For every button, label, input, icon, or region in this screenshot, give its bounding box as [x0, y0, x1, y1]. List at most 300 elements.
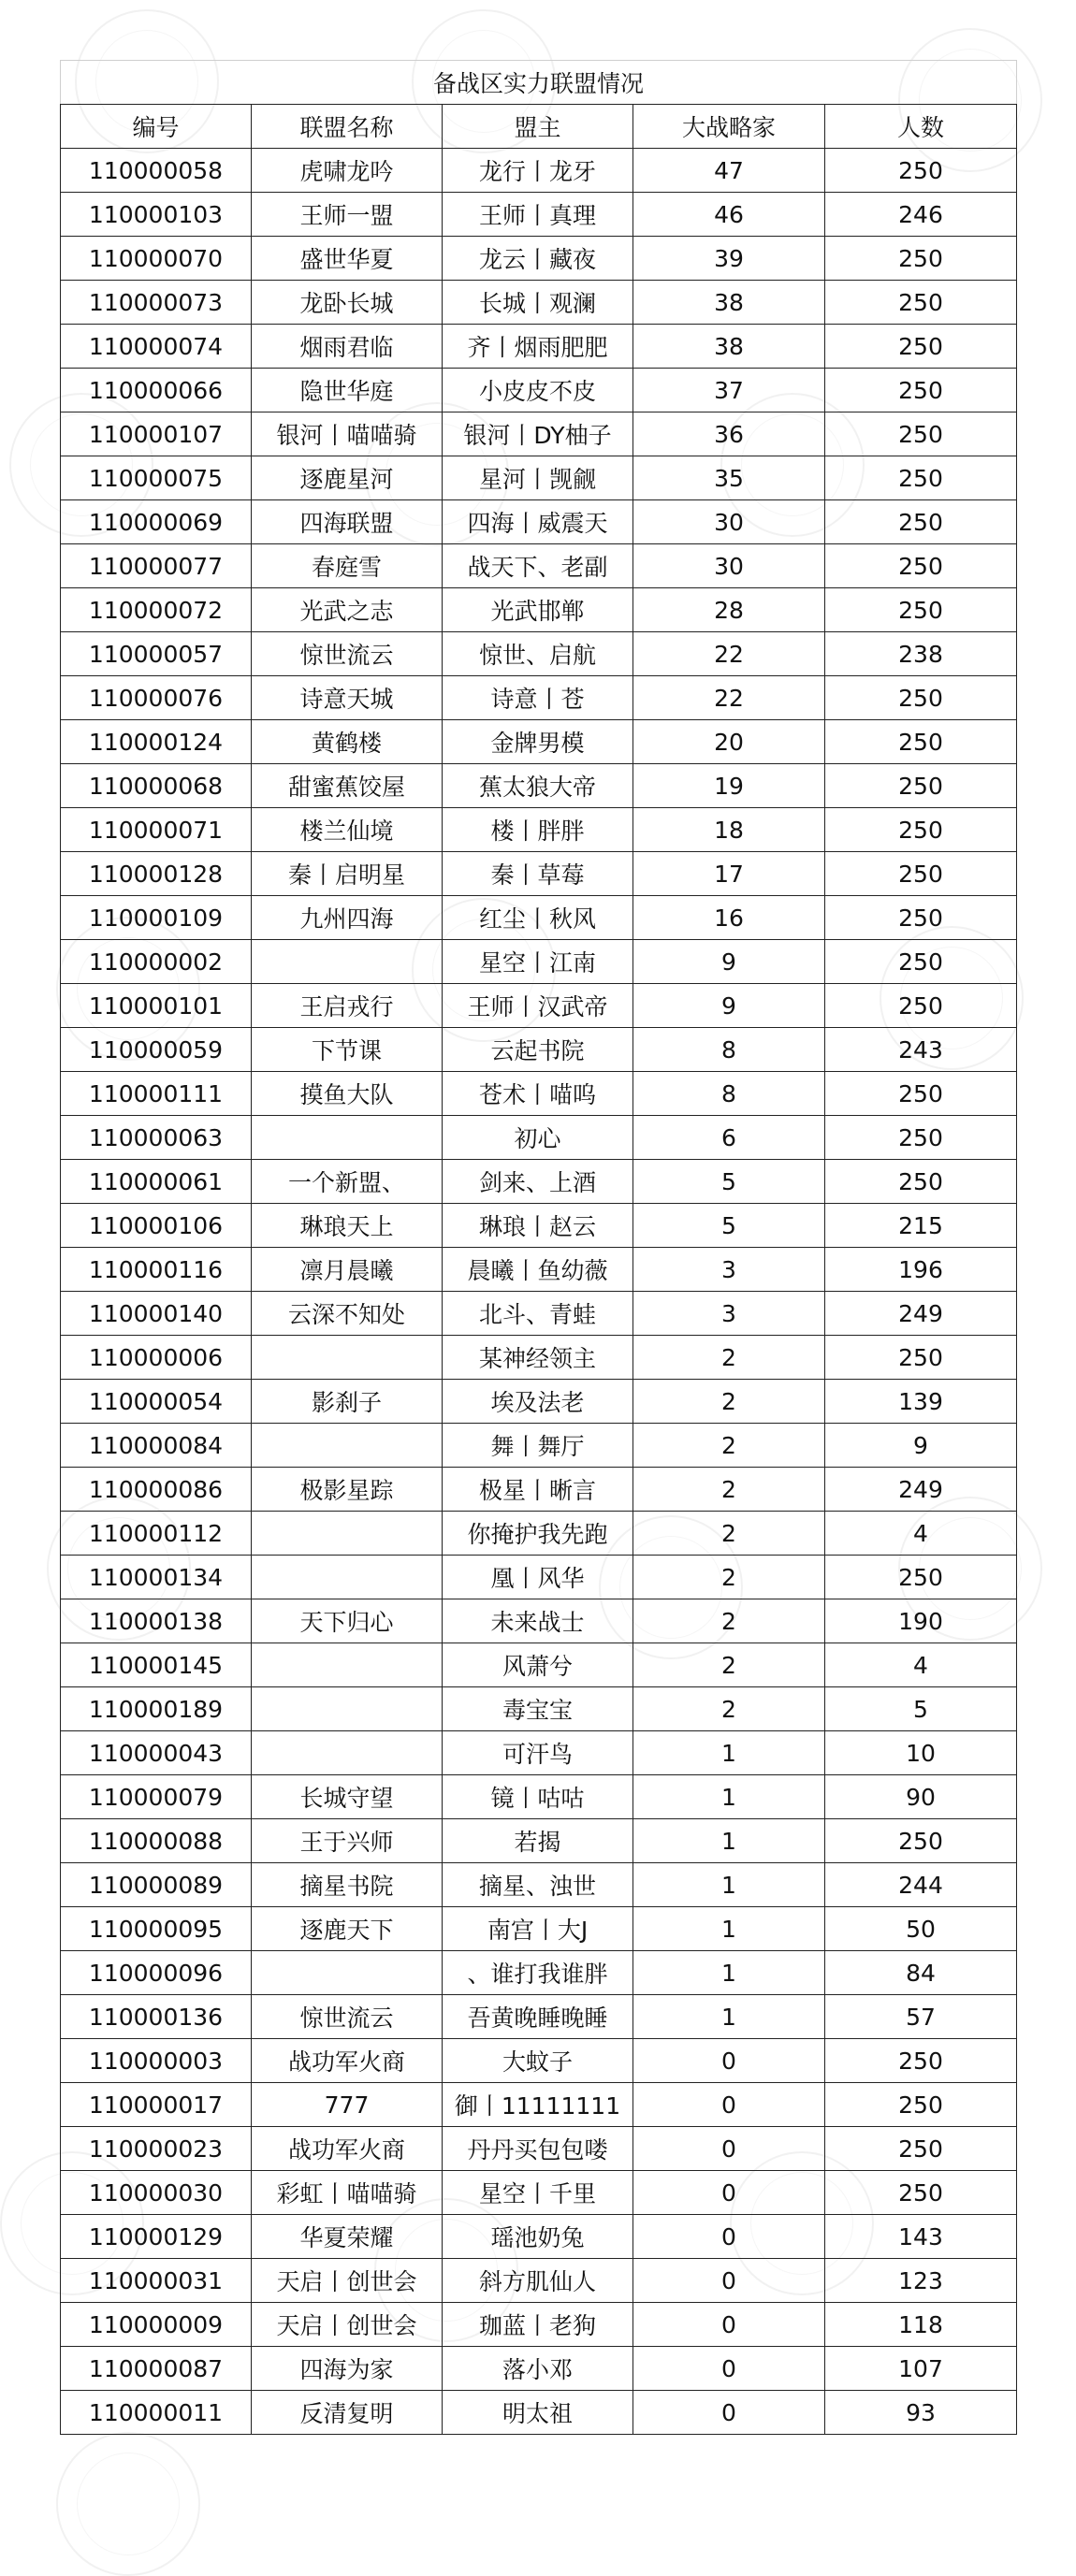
table-header-row — [61, 105, 1017, 149]
cell-leader: 、谁打我谁胖 — [443, 1951, 633, 1995]
cell-leader: 楼丨胖胖 — [443, 808, 633, 852]
cell-alliance-name: 摘星书院 — [252, 1863, 443, 1907]
table-row — [61, 1512, 1017, 1556]
cell-strategists: 0 — [633, 2127, 825, 2171]
table-row — [61, 1160, 1017, 1204]
cell-member-count: 57 — [825, 1995, 1017, 2039]
cell-leader: 红尘丨秋风 — [443, 896, 633, 940]
cell-id: 110000087 — [61, 2347, 252, 2391]
table-row — [61, 1292, 1017, 1336]
cell-member-count: 10 — [825, 1731, 1017, 1775]
cell-alliance-name: 四海为家 — [252, 2347, 443, 2391]
cell-alliance-name: 一个新盟、 — [252, 1160, 443, 1204]
cell-leader: 极星丨晰言 — [443, 1468, 633, 1512]
cell-member-count: 84 — [825, 1951, 1017, 1995]
table-row — [61, 1424, 1017, 1468]
cell-member-count: 250 — [825, 676, 1017, 720]
cell-alliance-name — [252, 1731, 443, 1775]
table-row — [61, 2039, 1017, 2083]
cell-leader: 某神经领主 — [443, 1336, 633, 1380]
cell-leader: 王师丨真理 — [443, 193, 633, 237]
cell-strategists: 3 — [633, 1248, 825, 1292]
cell-leader: 明太祖 — [443, 2391, 633, 2435]
cell-strategists: 0 — [633, 2303, 825, 2347]
cell-strategists: 8 — [633, 1072, 825, 1116]
cell-alliance-name — [252, 940, 443, 984]
cell-leader: 丹丹买包包喽 — [443, 2127, 633, 2171]
cell-member-count: 250 — [825, 1336, 1017, 1380]
cell-id: 110000136 — [61, 1995, 252, 2039]
cell-leader: 初心 — [443, 1116, 633, 1160]
cell-member-count: 139 — [825, 1380, 1017, 1424]
cell-member-count: 196 — [825, 1248, 1017, 1292]
column-header-strategists: 大战略家 — [633, 105, 825, 149]
cell-leader: 银河丨DY柚子 — [443, 412, 633, 456]
cell-alliance-name: 下节课 — [252, 1028, 443, 1072]
table-row — [61, 1863, 1017, 1907]
cell-leader: 风萧兮 — [443, 1643, 633, 1687]
cell-leader: 战天下、老副 — [443, 544, 633, 588]
cell-member-count: 250 — [825, 412, 1017, 456]
cell-strategists: 1 — [633, 1775, 825, 1819]
cell-leader: 惊世、启航 — [443, 632, 633, 676]
cell-id: 110000128 — [61, 852, 252, 896]
cell-member-count: 250 — [825, 1072, 1017, 1116]
cell-alliance-name: 战功军火商 — [252, 2039, 443, 2083]
cell-member-count: 9 — [825, 1424, 1017, 1468]
column-header-id: 编号 — [61, 105, 252, 149]
cell-leader: 舞丨舞厅 — [443, 1424, 633, 1468]
cell-member-count: 190 — [825, 1599, 1017, 1643]
table-row — [61, 2215, 1017, 2259]
table-row — [61, 808, 1017, 852]
cell-member-count: 250 — [825, 1556, 1017, 1599]
cell-leader: 你掩护我先跑 — [443, 1512, 633, 1556]
cell-id: 110000073 — [61, 281, 252, 325]
cell-member-count: 244 — [825, 1863, 1017, 1907]
cell-leader: 龙云丨藏夜 — [443, 237, 633, 281]
cell-alliance-name: 天启丨创世会 — [252, 2303, 443, 2347]
cell-id: 110000111 — [61, 1072, 252, 1116]
cell-alliance-name: 秦丨启明星 — [252, 852, 443, 896]
table-row — [61, 2171, 1017, 2215]
cell-leader: 琳琅丨赵云 — [443, 1204, 633, 1248]
cell-member-count: 250 — [825, 720, 1017, 764]
cell-strategists: 46 — [633, 193, 825, 237]
cell-id: 110000061 — [61, 1160, 252, 1204]
cell-leader: 星空丨江南 — [443, 940, 633, 984]
cell-id: 110000043 — [61, 1731, 252, 1775]
cell-id: 110000189 — [61, 1687, 252, 1731]
cell-member-count: 250 — [825, 1160, 1017, 1204]
table-row — [61, 1995, 1017, 2039]
cell-leader: 凰丨风华 — [443, 1556, 633, 1599]
cell-strategists: 0 — [633, 2039, 825, 2083]
cell-id: 110000030 — [61, 2171, 252, 2215]
cell-id: 110000103 — [61, 193, 252, 237]
cell-id: 110000003 — [61, 2039, 252, 2083]
cell-id: 110000006 — [61, 1336, 252, 1380]
cell-alliance-name — [252, 1687, 443, 1731]
table-row — [61, 720, 1017, 764]
cell-member-count: 250 — [825, 940, 1017, 984]
cell-alliance-name: 王于兴师 — [252, 1819, 443, 1863]
cell-alliance-name: 龙卧长城 — [252, 281, 443, 325]
table-row — [61, 1775, 1017, 1819]
cell-member-count: 250 — [825, 325, 1017, 369]
table-row — [61, 369, 1017, 412]
cell-leader: 蕉太狼大帝 — [443, 764, 633, 808]
cell-strategists: 22 — [633, 632, 825, 676]
table-row — [61, 1907, 1017, 1951]
cell-leader: 小皮皮不皮 — [443, 369, 633, 412]
table-row — [61, 1951, 1017, 1995]
cell-member-count: 250 — [825, 281, 1017, 325]
cell-leader: 齐丨烟雨肥肥 — [443, 325, 633, 369]
cell-leader: 王师丨汉武帝 — [443, 984, 633, 1028]
table-row — [61, 632, 1017, 676]
cell-leader: 长城丨观澜 — [443, 281, 633, 325]
cell-id: 110000140 — [61, 1292, 252, 1336]
table-row — [61, 281, 1017, 325]
cell-id: 110000059 — [61, 1028, 252, 1072]
table-row — [61, 1643, 1017, 1687]
cell-strategists: 2 — [633, 1599, 825, 1643]
cell-member-count: 250 — [825, 544, 1017, 588]
column-header-alliance-name: 联盟名称 — [252, 105, 443, 149]
cell-alliance-name: 云深不知处 — [252, 1292, 443, 1336]
cell-id: 110000116 — [61, 1248, 252, 1292]
cell-member-count: 249 — [825, 1468, 1017, 1512]
cell-id: 110000063 — [61, 1116, 252, 1160]
cell-alliance-name: 九州四海 — [252, 896, 443, 940]
cell-id: 110000068 — [61, 764, 252, 808]
cell-strategists: 2 — [633, 1468, 825, 1512]
cell-strategists: 1 — [633, 1819, 825, 1863]
cell-member-count: 93 — [825, 2391, 1017, 2435]
cell-leader: 未来战士 — [443, 1599, 633, 1643]
cell-strategists: 38 — [633, 281, 825, 325]
cell-member-count: 250 — [825, 808, 1017, 852]
cell-member-count: 215 — [825, 1204, 1017, 1248]
cell-leader: 御丨11111111 — [443, 2083, 633, 2127]
cell-member-count: 250 — [825, 149, 1017, 193]
cell-alliance-name: 777 — [252, 2083, 443, 2127]
cell-alliance-name: 惊世流云 — [252, 632, 443, 676]
cell-alliance-name: 光武之志 — [252, 588, 443, 632]
cell-strategists: 0 — [633, 2391, 825, 2435]
cell-strategists: 16 — [633, 896, 825, 940]
cell-leader: 晨曦丨鱼幼薇 — [443, 1248, 633, 1292]
table-row — [61, 149, 1017, 193]
cell-leader: 摘星、浊世 — [443, 1863, 633, 1907]
cell-member-count: 250 — [825, 852, 1017, 896]
table-row — [61, 325, 1017, 369]
cell-strategists: 9 — [633, 984, 825, 1028]
cell-strategists: 3 — [633, 1292, 825, 1336]
cell-leader: 四海丨威震天 — [443, 500, 633, 544]
cell-member-count: 250 — [825, 2171, 1017, 2215]
cell-member-count: 4 — [825, 1512, 1017, 1556]
cell-strategists: 28 — [633, 588, 825, 632]
cell-member-count: 250 — [825, 2083, 1017, 2127]
cell-strategists: 38 — [633, 325, 825, 369]
cell-member-count: 250 — [825, 2127, 1017, 2171]
cell-strategists: 5 — [633, 1160, 825, 1204]
cell-strategists: 9 — [633, 940, 825, 984]
cell-strategists: 1 — [633, 1951, 825, 1995]
cell-alliance-name: 隐世华庭 — [252, 369, 443, 412]
cell-strategists: 17 — [633, 852, 825, 896]
cell-member-count: 250 — [825, 1819, 1017, 1863]
cell-alliance-name: 四海联盟 — [252, 500, 443, 544]
cell-strategists: 2 — [633, 1424, 825, 1468]
cell-alliance-name: 王师一盟 — [252, 193, 443, 237]
cell-id: 110000138 — [61, 1599, 252, 1643]
cell-id: 110000145 — [61, 1643, 252, 1687]
cell-alliance-name: 惊世流云 — [252, 1995, 443, 2039]
cell-id: 110000088 — [61, 1819, 252, 1863]
cell-id: 110000071 — [61, 808, 252, 852]
cell-leader: 瑶池奶兔 — [443, 2215, 633, 2259]
cell-id: 110000070 — [61, 237, 252, 281]
cell-alliance-name: 琳琅天上 — [252, 1204, 443, 1248]
cell-leader: 诗意丨苍 — [443, 676, 633, 720]
cell-strategists: 0 — [633, 2259, 825, 2303]
cell-id: 110000011 — [61, 2391, 252, 2435]
cell-strategists: 30 — [633, 500, 825, 544]
table-row — [61, 940, 1017, 984]
table-row — [61, 852, 1017, 896]
cell-alliance-name — [252, 1951, 443, 1995]
cell-member-count: 250 — [825, 369, 1017, 412]
table-row — [61, 1380, 1017, 1424]
cell-id: 110000096 — [61, 1951, 252, 1995]
cell-alliance-name: 反清复明 — [252, 2391, 443, 2435]
cell-id: 110000031 — [61, 2259, 252, 2303]
cell-member-count: 250 — [825, 2039, 1017, 2083]
cell-id: 110000023 — [61, 2127, 252, 2171]
column-header-leader: 盟主 — [443, 105, 633, 149]
cell-id: 110000112 — [61, 1512, 252, 1556]
cell-id: 110000002 — [61, 940, 252, 984]
cell-id: 110000057 — [61, 632, 252, 676]
cell-id: 110000076 — [61, 676, 252, 720]
cell-strategists: 2 — [633, 1687, 825, 1731]
cell-alliance-name: 逐鹿天下 — [252, 1907, 443, 1951]
table-row — [61, 2391, 1017, 2435]
cell-leader: 吾黄晚睡晚睡 — [443, 1995, 633, 2039]
cell-leader: 埃及法老 — [443, 1380, 633, 1424]
cell-member-count: 50 — [825, 1907, 1017, 1951]
cell-id: 110000069 — [61, 500, 252, 544]
cell-id: 110000129 — [61, 2215, 252, 2259]
cell-strategists: 0 — [633, 2083, 825, 2127]
table-row — [61, 544, 1017, 588]
cell-id: 110000054 — [61, 1380, 252, 1424]
cell-member-count: 246 — [825, 193, 1017, 237]
table-row — [61, 237, 1017, 281]
table-row — [61, 2259, 1017, 2303]
cell-strategists: 6 — [633, 1116, 825, 1160]
cell-id: 110000079 — [61, 1775, 252, 1819]
cell-alliance-name: 华夏荣耀 — [252, 2215, 443, 2259]
cell-leader: 云起书院 — [443, 1028, 633, 1072]
cell-strategists: 2 — [633, 1336, 825, 1380]
cell-leader: 镜丨咕咕 — [443, 1775, 633, 1819]
cell-member-count: 243 — [825, 1028, 1017, 1072]
cell-leader: 星空丨千里 — [443, 2171, 633, 2215]
cell-member-count: 238 — [825, 632, 1017, 676]
cell-leader: 毒宝宝 — [443, 1687, 633, 1731]
cell-strategists: 1 — [633, 1995, 825, 2039]
cell-strategists: 2 — [633, 1512, 825, 1556]
cell-alliance-name: 长城守望 — [252, 1775, 443, 1819]
table-row — [61, 1556, 1017, 1599]
cell-alliance-name — [252, 1556, 443, 1599]
cell-id: 110000107 — [61, 412, 252, 456]
cell-id: 110000124 — [61, 720, 252, 764]
cell-member-count: 250 — [825, 588, 1017, 632]
cell-strategists: 1 — [633, 1731, 825, 1775]
cell-leader: 星河丨觊觎 — [443, 456, 633, 500]
cell-alliance-name: 黄鹤楼 — [252, 720, 443, 764]
cell-id: 110000134 — [61, 1556, 252, 1599]
column-header-member-count: 人数 — [825, 105, 1017, 149]
cell-leader: 落小邓 — [443, 2347, 633, 2391]
cell-leader: 可汗鸟 — [443, 1731, 633, 1775]
cell-id: 110000109 — [61, 896, 252, 940]
cell-strategists: 5 — [633, 1204, 825, 1248]
cell-id: 110000075 — [61, 456, 252, 500]
cell-strategists: 2 — [633, 1380, 825, 1424]
cell-leader: 光武邯郸 — [443, 588, 633, 632]
cell-alliance-name — [252, 1512, 443, 1556]
table-row — [61, 1116, 1017, 1160]
cell-member-count: 5 — [825, 1687, 1017, 1731]
cell-strategists: 0 — [633, 2171, 825, 2215]
table-row — [61, 676, 1017, 720]
table-row — [61, 1819, 1017, 1863]
cell-id: 110000089 — [61, 1863, 252, 1907]
cell-id: 110000058 — [61, 149, 252, 193]
cell-alliance-name: 王启戎行 — [252, 984, 443, 1028]
table-title-row — [61, 61, 1017, 105]
cell-strategists: 1 — [633, 1907, 825, 1951]
table-row — [61, 456, 1017, 500]
table-row — [61, 2303, 1017, 2347]
cell-alliance-name: 战功军火商 — [252, 2127, 443, 2171]
cell-leader: 珈蓝丨老狗 — [443, 2303, 633, 2347]
cell-strategists: 20 — [633, 720, 825, 764]
cell-member-count: 250 — [825, 764, 1017, 808]
cell-alliance-name: 春庭雪 — [252, 544, 443, 588]
cell-alliance-name: 天下归心 — [252, 1599, 443, 1643]
cell-member-count: 250 — [825, 1116, 1017, 1160]
cell-id: 110000017 — [61, 2083, 252, 2127]
table-row — [61, 1336, 1017, 1380]
cell-strategists: 47 — [633, 149, 825, 193]
cell-strategists: 1 — [633, 1863, 825, 1907]
cell-member-count: 250 — [825, 984, 1017, 1028]
table-row — [61, 984, 1017, 1028]
table-row — [61, 764, 1017, 808]
cell-id: 110000084 — [61, 1424, 252, 1468]
cell-member-count: 250 — [825, 896, 1017, 940]
table-row — [61, 588, 1017, 632]
cell-member-count: 107 — [825, 2347, 1017, 2391]
cell-id: 110000101 — [61, 984, 252, 1028]
cell-strategists: 35 — [633, 456, 825, 500]
cell-strategists: 19 — [633, 764, 825, 808]
cell-strategists: 22 — [633, 676, 825, 720]
cell-leader: 金牌男模 — [443, 720, 633, 764]
table-row — [61, 1248, 1017, 1292]
cell-leader: 苍术丨喵呜 — [443, 1072, 633, 1116]
table-row — [61, 1731, 1017, 1775]
cell-alliance-name: 盛世华夏 — [252, 237, 443, 281]
cell-leader: 龙行丨龙牙 — [443, 149, 633, 193]
cell-strategists: 37 — [633, 369, 825, 412]
cell-id: 110000077 — [61, 544, 252, 588]
cell-alliance-name: 凛月晨曦 — [252, 1248, 443, 1292]
cell-id: 110000009 — [61, 2303, 252, 2347]
table-row — [61, 1028, 1017, 1072]
cell-strategists: 2 — [633, 1643, 825, 1687]
cell-member-count: 250 — [825, 500, 1017, 544]
cell-member-count: 249 — [825, 1292, 1017, 1336]
cell-strategists: 2 — [633, 1556, 825, 1599]
table-row — [61, 1468, 1017, 1512]
cell-alliance-name — [252, 1424, 443, 1468]
cell-alliance-name: 摸鱼大队 — [252, 1072, 443, 1116]
cell-alliance-name: 逐鹿星河 — [252, 456, 443, 500]
watermark-stamp — [56, 2432, 200, 2576]
cell-strategists: 0 — [633, 2215, 825, 2259]
cell-strategists: 8 — [633, 1028, 825, 1072]
cell-leader: 剑来、上酒 — [443, 1160, 633, 1204]
cell-leader: 斜方肌仙人 — [443, 2259, 633, 2303]
cell-member-count: 118 — [825, 2303, 1017, 2347]
cell-alliance-name: 彩虹丨喵喵骑 — [252, 2171, 443, 2215]
cell-leader: 南宫丨大J — [443, 1907, 633, 1951]
cell-strategists: 0 — [633, 2347, 825, 2391]
table-row — [61, 1072, 1017, 1116]
table-row — [61, 2083, 1017, 2127]
table-row — [61, 1204, 1017, 1248]
table-row — [61, 412, 1017, 456]
cell-member-count: 90 — [825, 1775, 1017, 1819]
cell-leader: 若揭 — [443, 1819, 633, 1863]
cell-leader: 秦丨草莓 — [443, 852, 633, 896]
cell-id: 110000066 — [61, 369, 252, 412]
cell-leader: 大蚊子 — [443, 2039, 633, 2083]
table-row — [61, 500, 1017, 544]
cell-alliance-name: 诗意天城 — [252, 676, 443, 720]
cell-alliance-name: 楼兰仙境 — [252, 808, 443, 852]
cell-id: 110000086 — [61, 1468, 252, 1512]
cell-alliance-name: 甜蜜蕉饺屋 — [252, 764, 443, 808]
cell-id: 110000074 — [61, 325, 252, 369]
table-row — [61, 896, 1017, 940]
cell-strategists: 36 — [633, 412, 825, 456]
table-title: 备战区实力联盟情况 — [61, 61, 1017, 105]
cell-id: 110000095 — [61, 1907, 252, 1951]
cell-alliance-name: 影刹子 — [252, 1380, 443, 1424]
table-row — [61, 2347, 1017, 2391]
alliance-table — [60, 60, 1017, 2435]
table-row — [61, 1687, 1017, 1731]
